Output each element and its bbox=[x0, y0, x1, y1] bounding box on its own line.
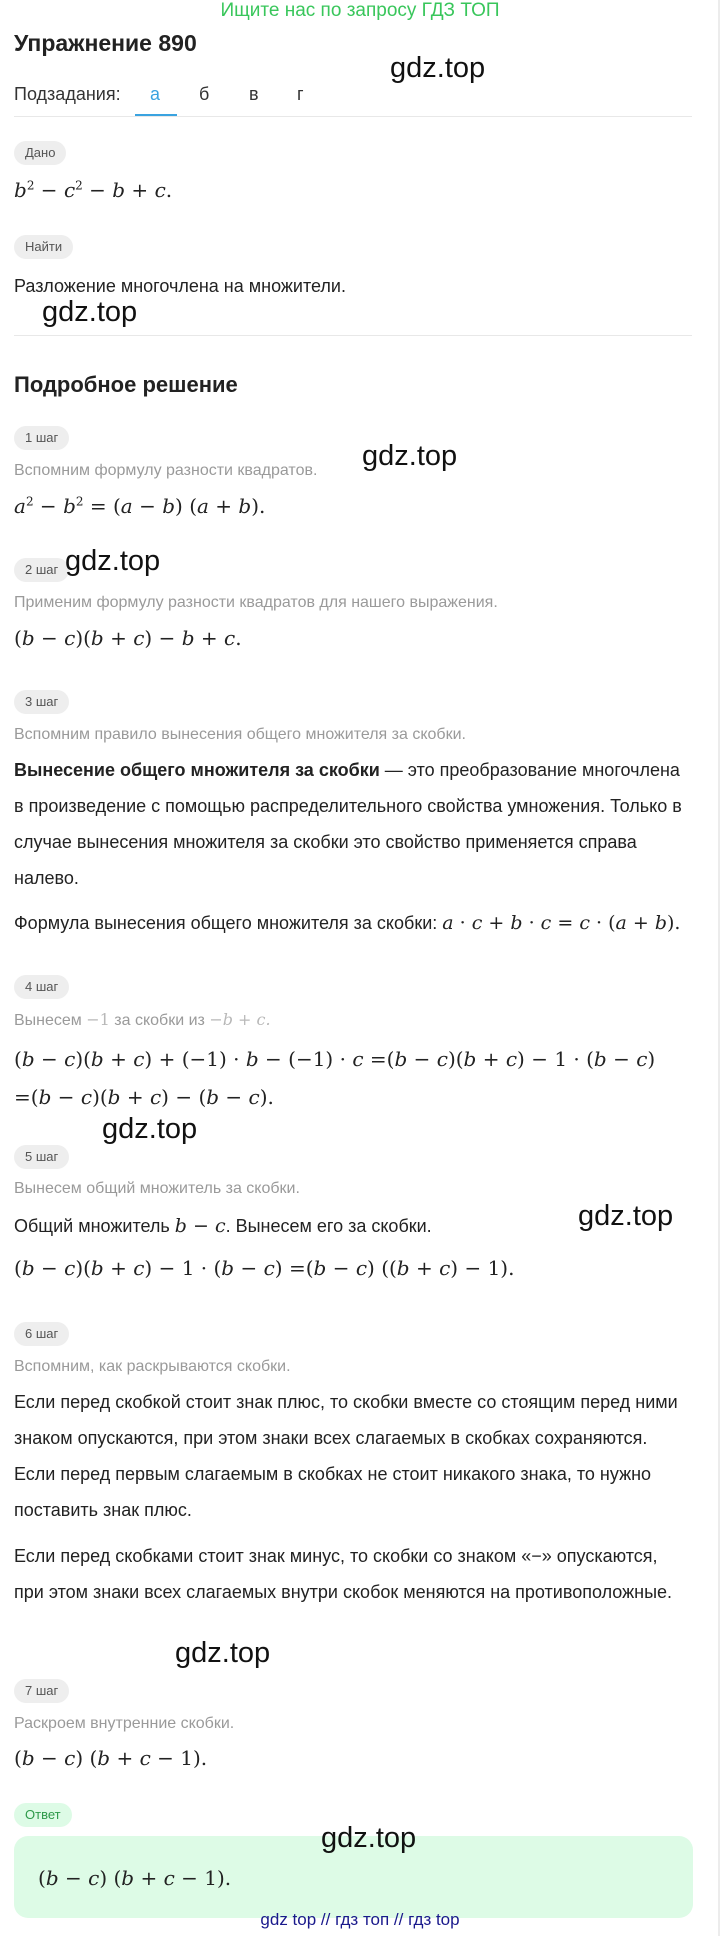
subtask-tab-a[interactable]: а bbox=[150, 84, 161, 104]
step-1-chip: 1 шаг bbox=[14, 426, 69, 450]
answer-math: (b − c) (b + c − 1). bbox=[38, 1866, 232, 1890]
step-5-text-prefix: Общий множитель bbox=[14, 1216, 175, 1236]
watermark: gdz.top bbox=[390, 52, 486, 84]
watermark: gdz.top bbox=[175, 1637, 271, 1669]
step-4-note-prefix: Вынесем bbox=[14, 1012, 87, 1029]
step-3-definition-text: — это преобразование многочлена в произведение с помощью распределительного свойства умножения. Только в случае вынесения множителя за скобки это свойство применяется справа налево. bbox=[14, 760, 682, 888]
step-6-chip: 6 шаг bbox=[14, 1322, 69, 1346]
watermark: gdz.top bbox=[65, 545, 161, 577]
given-expression: $b^2 - c^2 - b + c$. bbox=[14, 178, 173, 202]
step-3-formula-label: Формула вынесения общего множителя за скобки: bbox=[14, 913, 443, 933]
step-6-note: Вспомним, как раскрываются скобки. bbox=[14, 1358, 291, 1375]
subtask-tab-b[interactable]: б bbox=[199, 84, 210, 104]
step-4-note-value: −1 bbox=[86, 1010, 110, 1029]
step-3-formula: a · c + b · c = c · (a + b). bbox=[442, 912, 681, 934]
step-3-definition bbox=[14, 752, 690, 896]
answer-chip: Ответ bbox=[14, 1803, 72, 1827]
step-4-math: (b − c)(b + c) + (−1) · b − (−1) · c =(b − c)(b + c) − 1 · (b − c) =(b − c)(b + c) − (b − c). bbox=[14, 1047, 656, 1109]
find-text: Разложение многочлена на множители. bbox=[14, 276, 346, 296]
step-2-chip: 2 шаг bbox=[14, 558, 69, 582]
step-7-math: (b − c) (b + c − 1). bbox=[14, 1746, 208, 1770]
step-5-math: (b − c)(b + c) − 1 · (b − c) =(b − c) ((b + c) − 1). bbox=[14, 1256, 515, 1280]
step-5-text-math: b − c bbox=[174, 1215, 226, 1237]
top-banner[interactable]: Ищите нас по запросу ГДЗ ТОП bbox=[220, 0, 500, 21]
watermark: gdz.top bbox=[42, 296, 138, 328]
step-3-term: Вынесение общего множителя за скобки bbox=[14, 760, 380, 780]
watermark: gdz.top bbox=[578, 1200, 674, 1232]
step-4-note-mid: за скобки из bbox=[109, 1012, 210, 1029]
subtask-tab-v[interactable]: в bbox=[249, 84, 259, 104]
divider bbox=[14, 116, 692, 117]
step-1-note: Вспомним формулу разности квадратов. bbox=[14, 462, 318, 479]
subtask-tab-g[interactable]: г bbox=[297, 84, 304, 104]
step-6-paragraph-2: Если перед скобками стоит знак минус, то скобки со знаком «−» опускаются, при этом знаки всех слагаемых внутри скобок меняются на противоположные. bbox=[14, 1546, 673, 1602]
watermark: gdz.top bbox=[102, 1113, 198, 1145]
given-chip: Дано bbox=[14, 141, 66, 165]
step-5-note: Вынесем общий множитель за скобки. bbox=[14, 1180, 300, 1197]
step-5-text-suffix: . Вынесем его за скобки. bbox=[225, 1216, 432, 1236]
divider bbox=[14, 335, 692, 336]
subtasks-label: Подзадания: bbox=[14, 84, 121, 104]
step-6-paragraph-1: Если перед скобкой стоит знак плюс, то скобки вместе со стоящим перед ними знаком опускаются, при этом знаки всех слагаемых в скобках сохраняются. Если перед первым слагаемым в скобках не стоит никакого знака, то нужно поставить знак плюс. bbox=[14, 1392, 678, 1520]
step-2-note: Применим формулу разности квадратов для нашего выражения. bbox=[14, 594, 498, 611]
watermark: gdz.top bbox=[362, 440, 458, 472]
step-4-chip: 4 шаг bbox=[14, 975, 69, 999]
step-3-formula-line bbox=[14, 905, 690, 941]
step-2-math: (b − c)(b + c) − b + c. bbox=[14, 626, 242, 650]
footer-links[interactable]: gdz top // гдз топ // гдз top bbox=[260, 1910, 460, 1929]
solution-title: Подробное решение bbox=[14, 372, 238, 397]
step-5-chip: 5 шаг bbox=[14, 1145, 69, 1169]
find-chip: Найти bbox=[14, 235, 73, 259]
step-7-chip: 7 шаг bbox=[14, 1679, 69, 1703]
step-3-chip: 3 шаг bbox=[14, 690, 69, 714]
step-4-note bbox=[14, 1010, 271, 1030]
page-title: Упражнение 890 bbox=[14, 30, 197, 56]
watermark: gdz.top bbox=[321, 1822, 417, 1854]
step-4-note-expr: −b + c. bbox=[209, 1010, 271, 1029]
step-3-note: Вспомним правило вынесения общего множителя за скобки. bbox=[14, 726, 466, 743]
step-7-note: Раскроем внутренние скобки. bbox=[14, 1715, 235, 1732]
step-1-math: $a^2 - b^2 = (a - b) (a + b)$. bbox=[14, 494, 266, 518]
